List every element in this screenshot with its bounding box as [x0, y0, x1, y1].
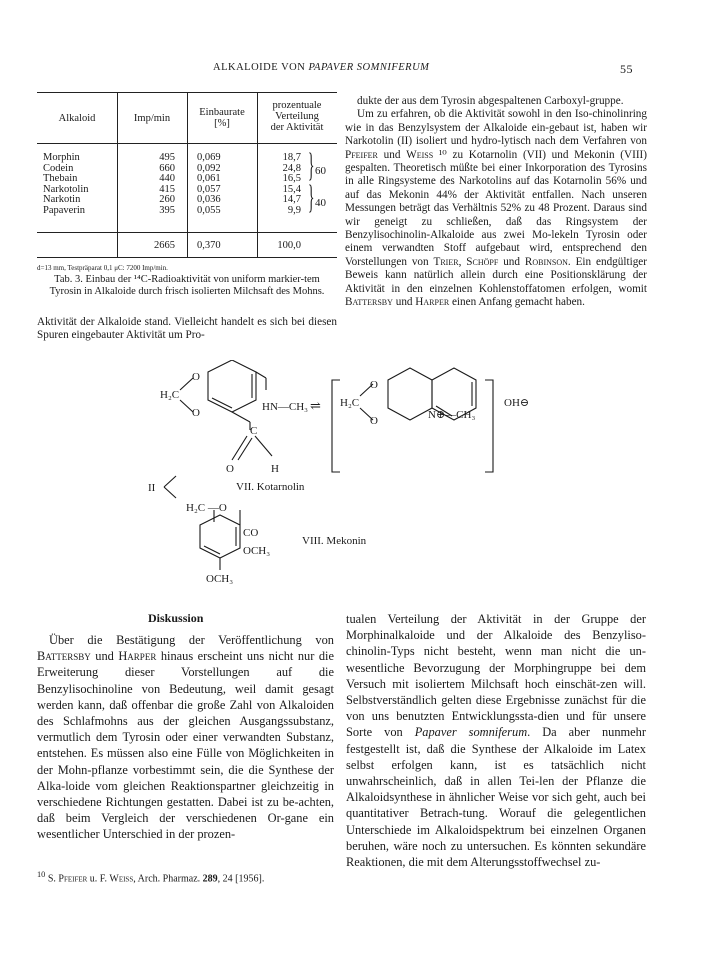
chem-o-2: O	[192, 407, 200, 419]
cell-rate: 0,057	[197, 183, 221, 195]
kotarnolin-labels	[160, 371, 529, 493]
section-heading: Diskussion	[148, 611, 204, 625]
cell-name: Narkotolin	[43, 183, 89, 195]
chem-co: CO	[243, 527, 259, 539]
cell-imp: 440	[159, 173, 175, 185]
cell-name: Codein	[43, 162, 74, 174]
mekonin-structure	[164, 476, 240, 570]
cell-name: Narkotin	[43, 194, 81, 206]
chem-o-4: O	[370, 379, 378, 391]
cell-pct: 15,4	[282, 183, 301, 195]
cell-pct: 9,9	[287, 204, 301, 216]
chem-h2c-a: H₂C	[160, 389, 180, 401]
chem-ii: II	[148, 482, 156, 494]
cell-pct: 14,7	[282, 194, 301, 206]
brace-2: }	[307, 179, 315, 216]
sum-rate: 0,370	[197, 240, 221, 251]
col-imp	[123, 153, 175, 217]
group-sum-60: 60	[315, 165, 326, 177]
group-sum-40: 40	[315, 197, 326, 209]
chem-oh: OH⊖	[504, 397, 530, 409]
cell-name: Morphin	[43, 152, 80, 163]
table-note: d=13 mm, Testpräparat 0,1 μC: 7200 Imp/min.	[37, 264, 168, 272]
page-number: 55	[620, 62, 633, 76]
col-names	[43, 153, 89, 217]
chem-h2c-b: H₂C	[340, 397, 360, 409]
cell-rate: 0,061	[197, 173, 221, 185]
cell-imp: 495	[159, 152, 175, 163]
col-header-einbau: Einbaurate [%]	[199, 107, 245, 129]
cell-pct: 24,8	[282, 162, 301, 174]
col-rate	[197, 153, 221, 217]
sum-pct: 100,0	[277, 240, 301, 251]
label-kotarnolin: VII. Kotarnolin	[236, 481, 305, 493]
sum-imp: 2665	[154, 240, 175, 251]
header-title: ALKALOIDE VON PAPAVER SOMNIFERUM	[213, 62, 430, 73]
cell-rate: 0,092	[197, 162, 221, 174]
chem-hn-ch3: HN—CH₃	[262, 401, 309, 413]
cell-imp: 415	[159, 183, 175, 195]
cell-name: Thebain	[43, 173, 78, 185]
cell-name: Papaverin	[43, 204, 85, 216]
chem-c: C	[250, 425, 258, 437]
chem-o-1: O	[192, 371, 200, 383]
brace-1: }	[307, 147, 315, 184]
cell-rate: 0,036	[197, 194, 221, 206]
discussion-left: Über die Bestätigung der Veröffentlichung von Battersby und Harper hinaus erscheint uns nicht nur die Erweiterung dieser Vorstellungen auf die Benzylisochinoline von Bedeutung, weil damit gesagt werden kann, daß offenbar die große Zahl von Alkaloiden des Schlafmohns aus der gleichen Ausgangssubstanz, vermutlich dem Tyrosin oder einer verwandten Substanz, entstehen. Es müssen also eine Fülle von Möglichkeiten in der Mohn-pflanze vorbestimmt sein, die die Synthese der Alka-loide vom gleichen Reaktionspartner gleichzeitig in verschiedene Richtungen gestatten. Dabei ist zu be-achten, daß beim Vergleich der verschiedenen Or-gane ein wesentlicher Unterschied in der prozen-	[37, 633, 334, 842]
chem-och3-a: OCH₃	[243, 545, 271, 557]
table-caption: Tab. 3. Einbau der ¹⁴C-Radioaktivität von uniform markier-tem Tyrosin in Alkaloide durch frisch isolierten Milchsaft des Mohns.	[49, 274, 325, 297]
data-table	[37, 92, 337, 258]
chem-o-5: O	[370, 415, 378, 427]
discussion-right: tualen Verteilung der Aktivität in der Gruppe der Morphinalkaloide und der Alkaloide des Benzyliso-chinolin-Typs nicht besteht, wenn man nicht die un-wesentliche Bevorzugung der Morphingruppe bei dem Versuch mit isoliertem Milchsaft hoch einschät-zen will. Selbstverständlich gelten diese Ergebnisse zunächst für die von uns benutzten Entwicklungssta-dien und für unsere Sorte von Papaver somniferum. Da aber nunmehr festgestellt ist, daß die Synthese der Alkaloide im Latex selbst erfolgen kann, ist es tatsächlich nicht unwahrscheinlich, daß in allen Tei-len der Pflanze die Alkaloidsynthese in ähnlicher Weise vor sich geht, auch bei quantitativer Betrach-tung. Worauf die gelegentlichen Unterschiede im Alkaloidspektrum bei einzelnen Organen beruhen, wäre noch zu untersuchen. Es könnten sekundäre Reaktionen, die mit dem Alterungsstoffwechsel zu-	[346, 612, 646, 870]
paragraph-1: dukte der aus dem Tyrosin abgespaltenen Carboxyl-gruppe.	[357, 95, 624, 107]
chem-equilibrium: ⇌	[310, 398, 321, 413]
chemical-structures	[0, 360, 705, 590]
col-header-imp: Imp/min	[133, 113, 171, 124]
right-column-text	[345, 95, 647, 310]
label-mekonin: VIII. Mekonin	[302, 535, 367, 547]
chem-h: H	[271, 463, 279, 475]
chem-o-3: O	[226, 463, 234, 475]
chem-n-ch3: N⊕—CH₃	[428, 409, 476, 421]
left-paragraph: Aktivität der Alkaloide stand. Vielleicht handelt es sich bei diesen Spuren eingebauter Aktivität um Pro-	[37, 316, 337, 342]
cell-rate: 0,055	[197, 204, 221, 216]
cell-rate: 0,069	[197, 152, 221, 163]
footnote: $^{10}$ S. Pfeifer u. F. Weiss, Arch. Pharmaz. 289, 24 [1956].	[37, 870, 265, 885]
cell-pct: 16,5	[282, 173, 301, 185]
cell-imp: 395	[159, 204, 175, 216]
col-header-alkaloid: Alkaloid	[58, 113, 96, 124]
paragraph-2: Um zu erfahren, ob die Aktivität sowohl in den Iso-chinolinring wie in das Benzylsystem der Alkaloide ein-gebaut ist, haben wir Narkotolin (II) isoliert und hydro-lytisch nach dem Verfahren von Pfeifer und Weiss ¹⁰ zu Kotarnolin (VII) und Mekonin (VIII) gespalten. Theoretisch müßte bei einer Inkorporation des Tyrosins in alle Ringsysteme des Narkotolins auf das Kotarnolin 56% und auf das Mekonin 44% der Aktivität entfallen. Nach unseren Messungen beträgt das Verhältnis 52% zu 48 Prozent. Daraus sind wir geneigt zu schließen, daß das Ringsystem der Benzylisochinolin-Alkaloide aus zwei Mo-lekeln Tyrosin oder einem verwandten Stoff aufgebaut wird, entsprechend den Vorstellungen von Trier, Schöpf und Robinson. Ein endgültiger Beweis kann natürlich allein durch eine Positionsklärung der Aktivität in den einzelnen Kohlenstoffatomen erfolgen, womit Battersby und Harper einen Anfang gemacht haben.	[345, 108, 648, 309]
chem-och3-b: OCH₃	[206, 573, 234, 585]
cell-imp: 660	[159, 162, 175, 174]
col-header-prozent: prozentuale Verteilung der Aktivität	[270, 100, 324, 133]
cell-imp: 260	[159, 194, 175, 206]
chem-h2c-o: H₂C —O	[186, 502, 227, 514]
table-sum-row	[37, 233, 337, 257]
mekonin-labels	[148, 482, 367, 585]
col-pct	[259, 153, 301, 217]
table-body	[37, 144, 337, 233]
cell-pct: 18,7	[282, 152, 301, 163]
